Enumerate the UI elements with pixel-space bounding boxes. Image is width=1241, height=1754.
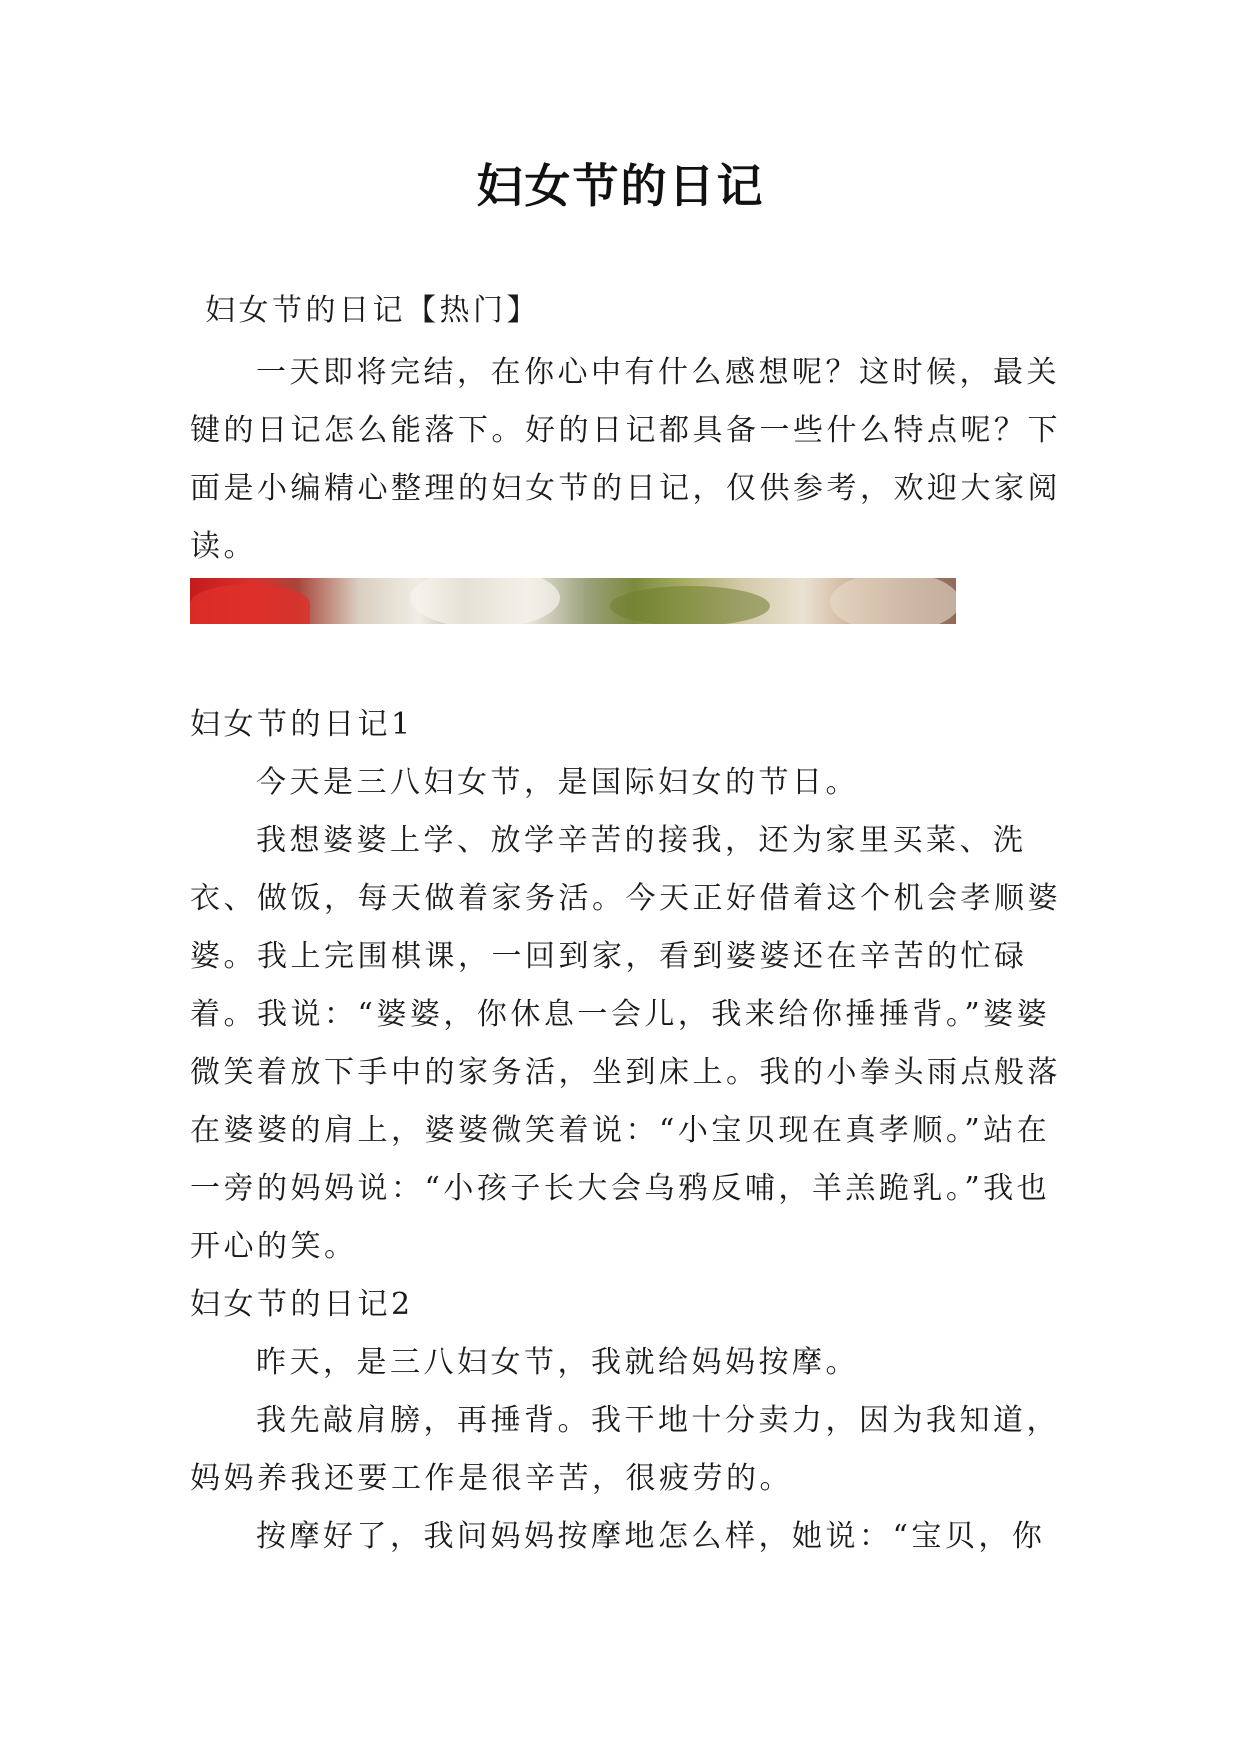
light-petal-shape xyxy=(830,578,956,624)
document-title: 妇女节的日记 xyxy=(476,159,765,213)
diary-sections xyxy=(190,696,1070,1566)
section-heading: 妇女节的日记1 xyxy=(190,707,414,742)
document-subtitle: 妇女节的日记【热门】 xyxy=(205,293,540,328)
section-paragraph: 按摩好了，我问妈妈按摩地怎么样，她说：“宝贝，你 xyxy=(256,1519,1046,1554)
intro-paragraph: 一天即将完结，在你心中有什么感想呢？这时候，最关键的日记怎么能落下。好的日记都具备一些什么特点呢？下面是小编精心整理的妇女节的日记，仅供参考，欢迎大家阅读。 xyxy=(190,355,1061,564)
white-flower-shape xyxy=(410,578,560,624)
diary-section-2 xyxy=(190,1276,1070,1566)
diary-section-1 xyxy=(190,696,1070,1276)
red-flower-shape xyxy=(190,584,310,624)
section-paragraph: 今天是三八妇女节，是国际妇女的节日。 xyxy=(256,765,859,800)
section-heading: 妇女节的日记2 xyxy=(190,1287,414,1322)
section-paragraph: 我想婆婆上学、放学辛苦的接我，还为家里买菜、洗衣、做饭，每天做着家务活。今天正好借着这个机会孝顺婆婆。我上完围棋课，一回到家，看到婆婆还在辛苦的忙碌着。我说：“婆婆，你休息一会儿，我来给你捶捶背。”婆婆微笑着放下手中的家务活，坐到床上。我的小拳头雨点般落在婆婆的肩上，婆婆微笑着说：“小宝贝现在真孝顺。”站在一旁的妈妈说：“小孩子长大会乌鸦反哺，羊羔跪乳。”我也开心的笑。 xyxy=(190,823,1061,1264)
green-leaf-shape xyxy=(610,586,770,624)
section-paragraph: 昨天，是三八妇女节，我就给妈妈按摩。 xyxy=(256,1345,859,1380)
banner-image xyxy=(190,578,956,624)
intro-block xyxy=(190,344,1070,576)
section-paragraph: 我先敲肩膀，再捶背。我干地十分卖力，因为我知道，妈妈养我还要工作是很辛苦，很疲劳的。 xyxy=(190,1403,1060,1496)
